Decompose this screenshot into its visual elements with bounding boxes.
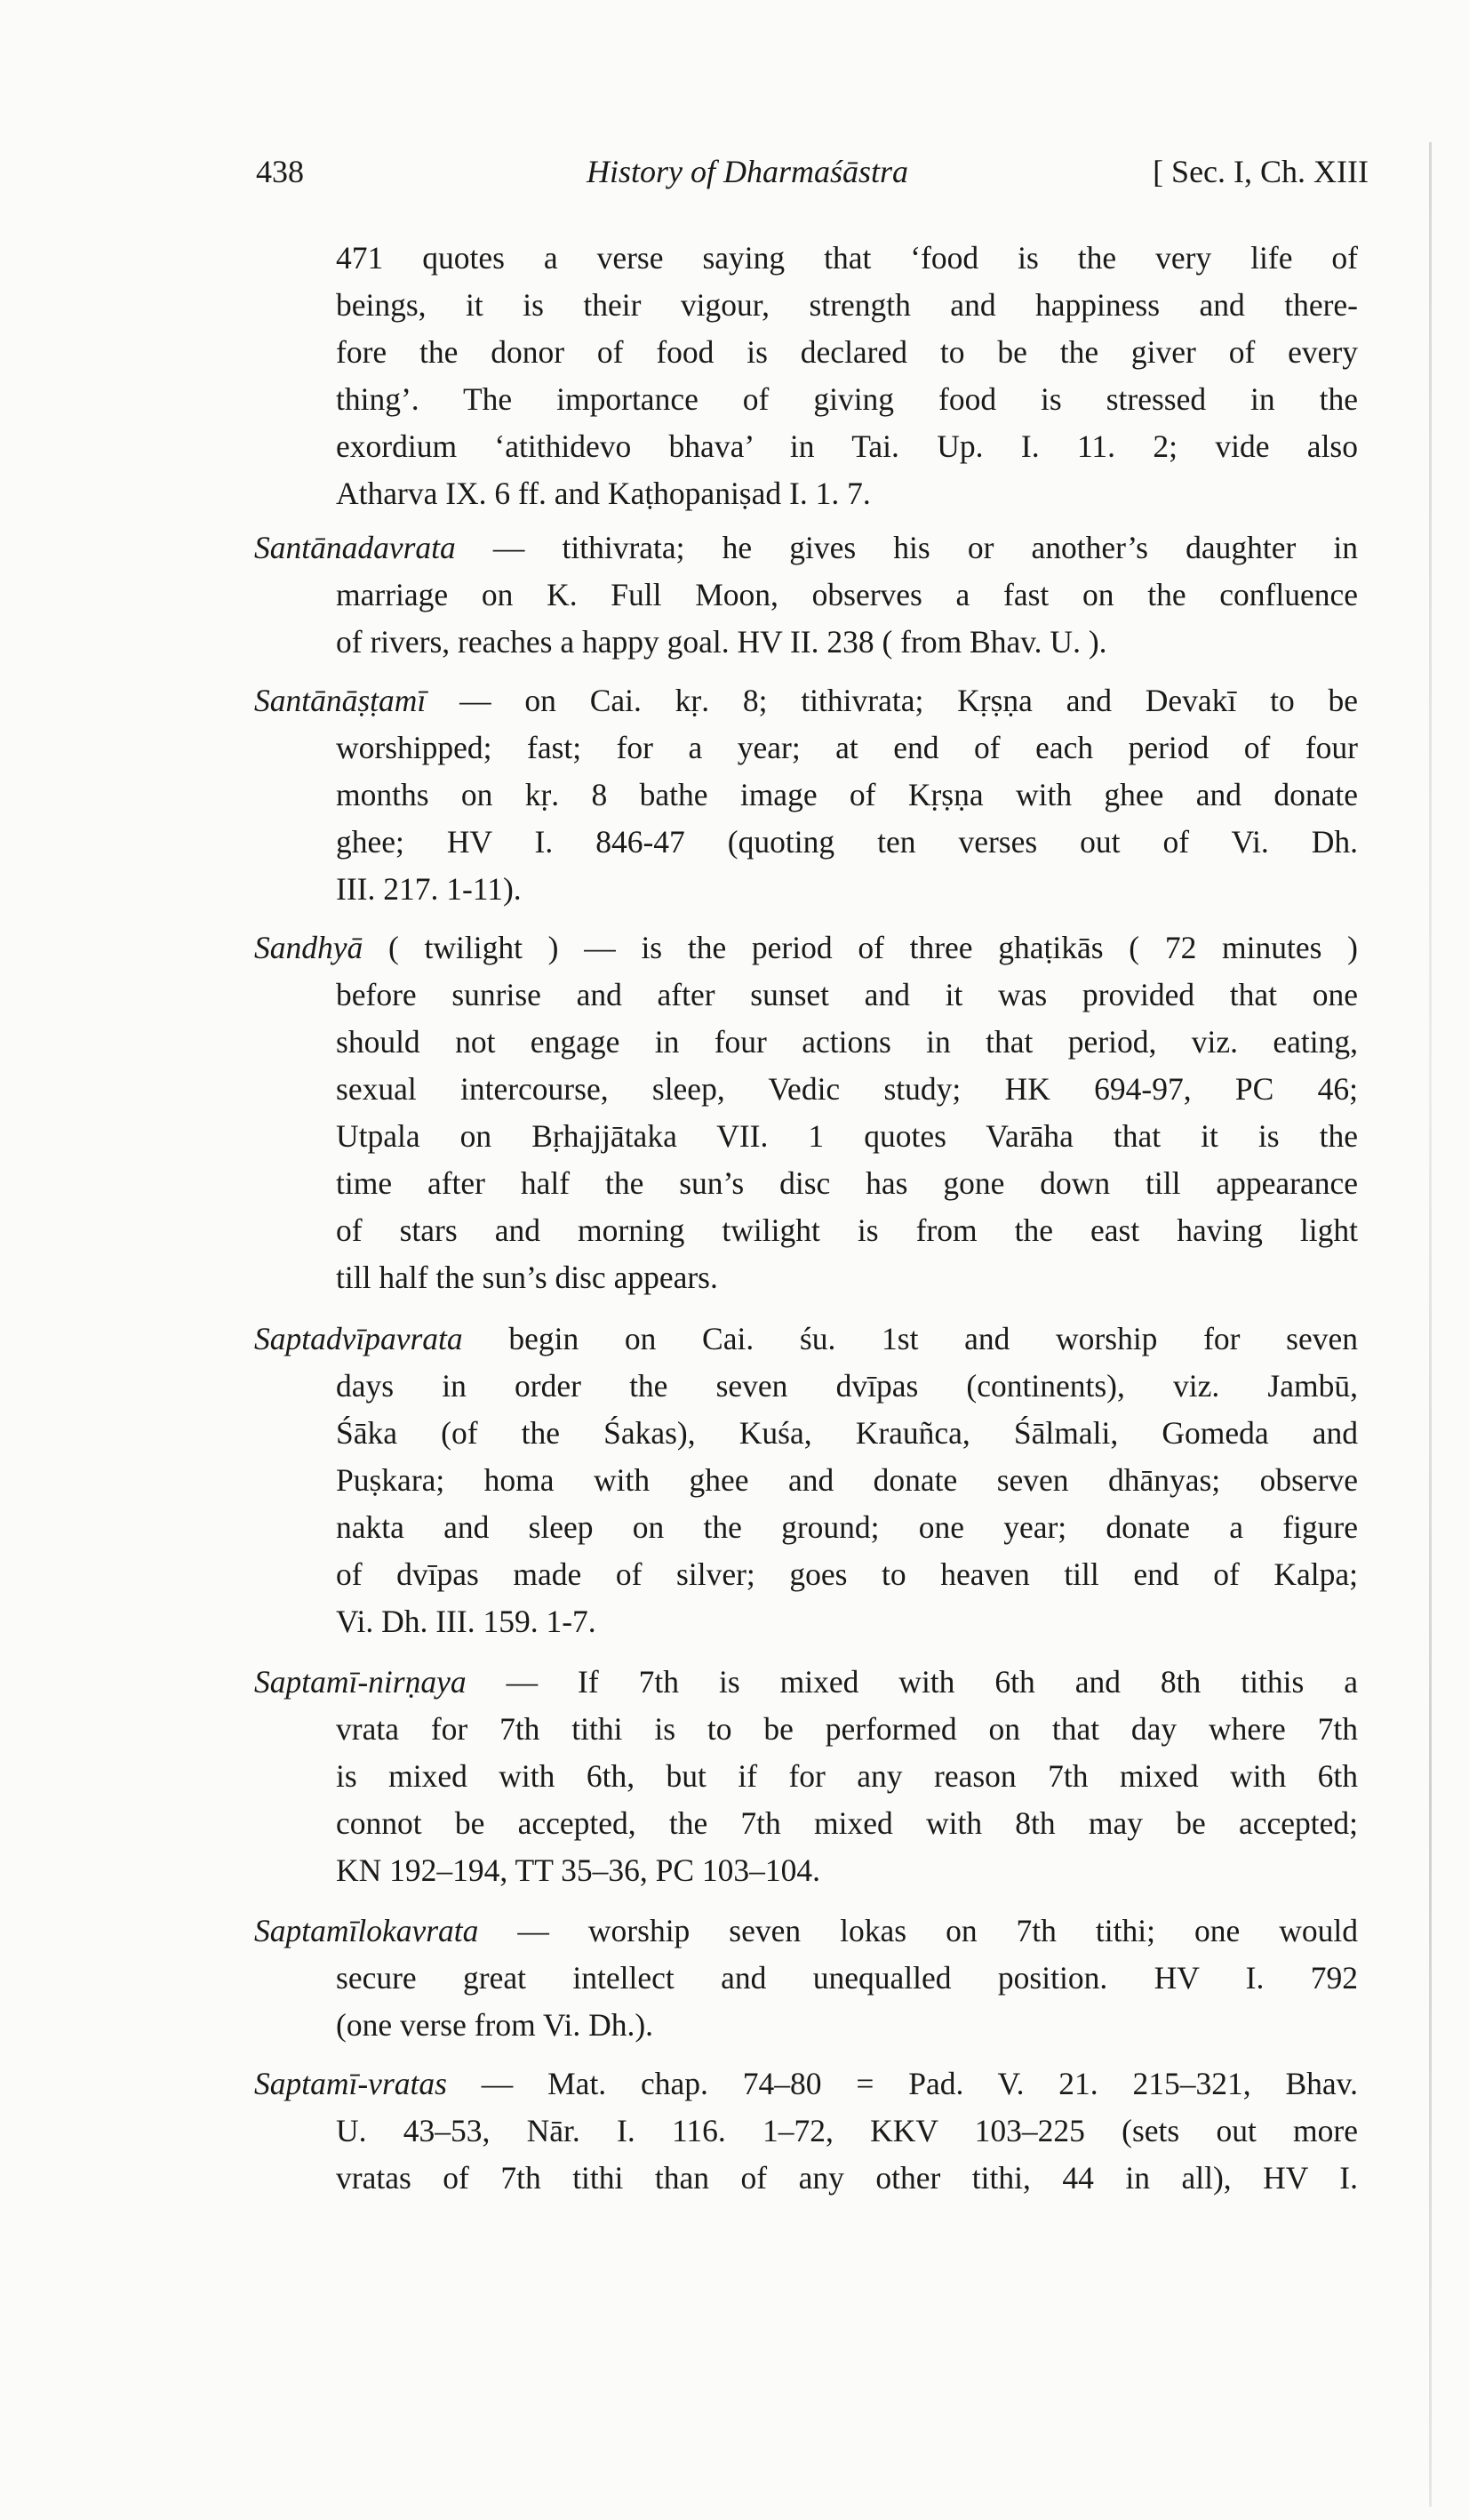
entry-line: before sunrise and after sunset and it was provided that one xyxy=(336,977,1358,1012)
entry-line: Vi. Dh. III. 159. 1-7. xyxy=(336,1604,596,1639)
entry-first-line xyxy=(254,1659,1358,1706)
intro-line: exordium ‘atithidevo bhava’ in Tai. Up. I. 11. 2; vide also xyxy=(336,428,1358,464)
entry-line: months on kṛ. 8 bathe image of Kṛṣṇa with ghee and donate xyxy=(336,777,1358,812)
entry-first-line-text: — on Cai. kṛ. 8; tithivrata; Kṛṣṇa and Devakī to be xyxy=(426,683,1358,718)
entry-line: Utpala on Bṛhajjātaka VII. 1 quotes Varāha that it is the xyxy=(336,1118,1358,1154)
entry-term: Saptamī-nirṇaya xyxy=(254,1664,467,1700)
entry-term: Saptamīlokavrata xyxy=(254,1913,479,1948)
entry-first-line xyxy=(254,1316,1358,1363)
entry-saptamilokavrata xyxy=(254,1908,1358,2049)
entry-line: ghee; HV I. 846-47 (quoting ten verses out of Vi. Dh. xyxy=(336,824,1358,860)
running-header xyxy=(256,149,1369,194)
entry-term: Saptadvīpavrata xyxy=(254,1321,463,1356)
entry-term: Santānāṣṭamī xyxy=(254,683,427,718)
entry-line: connot be accepted, the 7th mixed with 8th may be accepted; xyxy=(336,1805,1358,1841)
entry-line: of dvīpas made of silver; goes to heaven till end of Kalpa; xyxy=(336,1556,1358,1592)
entry-first-line-text: begin on Cai. śu. 1st and worship for seven xyxy=(462,1321,1358,1356)
entry-term: Saptamī-vratas xyxy=(254,2066,447,2101)
entry-line: Puṣkara; homa with ghee and donate seven dhānyas; observe xyxy=(336,1462,1358,1498)
entry-first-line-text: — If 7th is mixed with 6th and 8th tithis a xyxy=(466,1664,1358,1700)
entry-santanastami xyxy=(254,677,1358,913)
entry-line: Śāka (of the Śakas), Kuśa, Krauñca, Śālmali, Gomeda and xyxy=(336,1415,1358,1451)
entry-line: marriage on K. Full Moon, observes a fast on the confluence xyxy=(336,577,1358,612)
entry-term: Sandhyā xyxy=(254,930,363,965)
entry-term: Santānadavrata xyxy=(254,530,456,565)
entry-first-line-text: ( twilight ) — is the period of three ghaṭikās ( 72 minutes ) xyxy=(363,930,1358,965)
entry-line: nakta and sleep on the ground; one year; donate a figure xyxy=(336,1509,1358,1545)
entry-first-line xyxy=(254,677,1358,724)
entry-sandhya xyxy=(254,924,1358,1301)
entry-line: III. 217. 1-11). xyxy=(336,871,522,907)
entry-line: (one verse from Vi. Dh.). xyxy=(336,2007,654,2043)
entry-line: worshipped; fast; for a year; at end of each period of four xyxy=(336,730,1358,765)
intro-line: thing’. The importance of giving food is stressed in the xyxy=(336,381,1358,417)
entry-saptadvipavrata xyxy=(254,1316,1358,1645)
entry-first-line xyxy=(254,1908,1358,1955)
entry-line: U. 43–53, Nār. I. 116. 1–72, KKV 103–225 (sets out more xyxy=(336,2113,1358,2148)
entry-first-line-text: — tithivrata; he gives his or another’s daughter in xyxy=(455,530,1358,565)
intro-paragraph xyxy=(254,235,1358,517)
intro-line: fore the donor of food is declared to be the giver of every xyxy=(336,334,1358,370)
intro-line: Atharva IX. 6 ff. and Kaṭhopaniṣad I. 1. 7. xyxy=(336,476,871,511)
entry-line: till half the sun’s disc appears. xyxy=(336,1260,718,1295)
entry-first-line xyxy=(254,924,1358,972)
entry-line: secure great intellect and unequalled position. HV I. 792 xyxy=(336,1960,1358,1996)
entry-line: should not engage in four actions in that period, viz. eating, xyxy=(336,1024,1358,1060)
entry-saptami-vratas xyxy=(254,2060,1358,2202)
entry-saptami-nirnaya xyxy=(254,1659,1358,1894)
entry-line: time after half the sun’s disc has gone down till appearance xyxy=(336,1165,1358,1201)
running-title: History of Dharmaśāstra xyxy=(587,154,909,189)
entry-first-line-text: — Mat. chap. 74–80 = Pad. V. 21. 215–321, Bhav. xyxy=(446,2066,1358,2101)
entry-line: of rivers, reaches a happy goal. HV II. 238 ( from Bhav. U. ). xyxy=(336,624,1107,660)
entry-first-line-text: — worship seven lokas on 7th tithi; one would xyxy=(478,1913,1358,1948)
entry-first-line xyxy=(254,2060,1358,2108)
entry-line: KN 192–194, TT 35–36, PC 103–104. xyxy=(336,1852,821,1888)
intro-line: 471 quotes a verse saying that ‘food is the very life of xyxy=(336,240,1358,276)
scan-edge-line xyxy=(1429,142,1432,2507)
entry-line: of stars and morning twilight is from the east having light xyxy=(336,1212,1358,1248)
entry-line: sexual intercourse, sleep, Vedic study; HK 694-97, PC 46; xyxy=(336,1071,1358,1107)
entry-first-line xyxy=(254,524,1358,572)
section-reference: [ Sec. I, Ch. XIII xyxy=(1153,154,1369,189)
entry-line: is mixed with 6th, but if for any reason 7th mixed with 6th xyxy=(336,1758,1358,1794)
entry-line: vrata for 7th tithi is to be performed on that day where 7th xyxy=(336,1711,1358,1747)
intro-line: beings, it is their vigour, strength and happiness and there- xyxy=(336,287,1358,323)
entry-line: days in order the seven dvīpas (continents), viz. Jambū, xyxy=(336,1368,1358,1404)
page-number: 438 xyxy=(256,154,304,189)
entry-santanadavrata xyxy=(254,524,1358,666)
entry-line: vratas of 7th tithi than of any other tithi, 44 in all), HV I. xyxy=(336,2160,1358,2196)
